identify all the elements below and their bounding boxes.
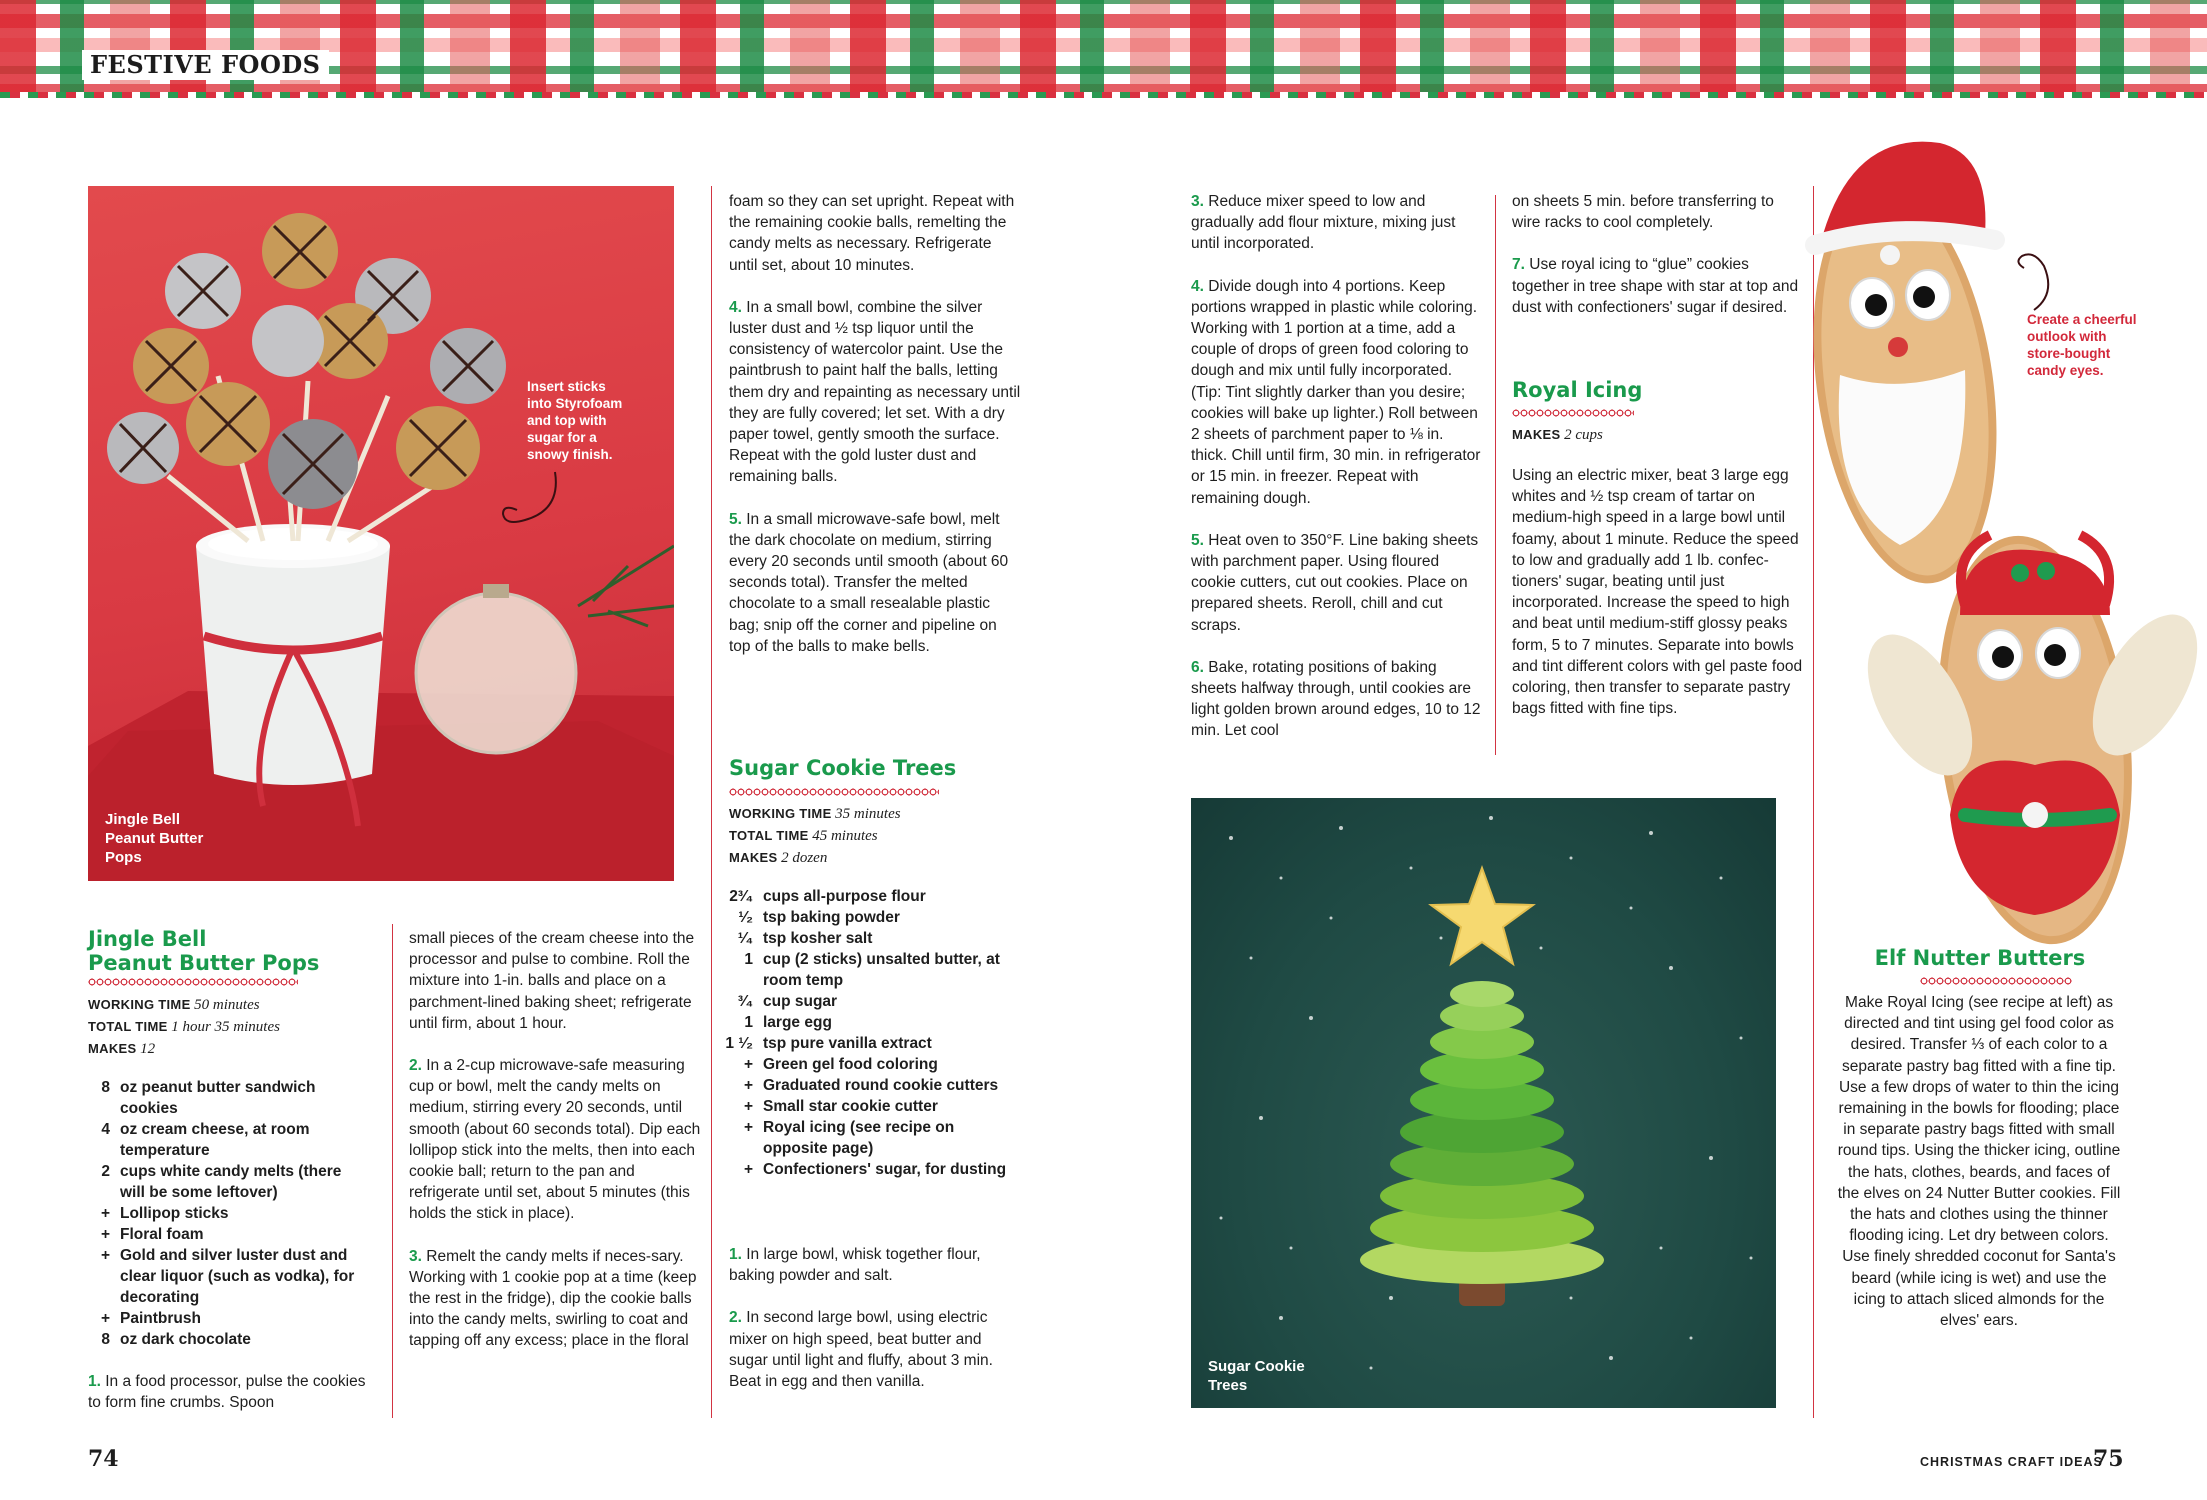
elf-recipe-title: Elf Nutter Butters xyxy=(1874,946,2086,970)
ingredient-row: 2 cups white candy melts (there will be some leftover) xyxy=(101,1163,342,1201)
note-line: outlook with xyxy=(2027,329,2107,344)
trees-step-5: 5. Heat oven to 350°F. Line baking sheets with parchment paper. Using floured cookie cutters, cut out cookies. Place on prepared sheets. Reroll, chill and cut scraps. xyxy=(1191,531,1479,634)
jingle-step-2: 2. In a 2-cup microwave-safe measuring cup or bowl, melt the candy melts on medium, stirring every 20 seconds, until smooth (about 60 seconds total). Dip each lollipop stick into the melts, then into each cookie ball; return to the pan and refrigerate until set, about 5 minutes (this holds the stick in place). xyxy=(409,1057,701,1223)
plaid-header-edge xyxy=(0,92,2207,98)
note-line: candy eyes. xyxy=(2027,363,2104,378)
ingredient-row: + Confectioners' sugar, for dusting xyxy=(743,1161,1007,1178)
trees-step-1: 1. In large bowl, whisk together flour, baking powder and salt. xyxy=(729,1246,981,1285)
elf-cookies-illustration xyxy=(1790,125,2207,1005)
jingle-recipe-title xyxy=(88,927,408,975)
ingredient-row: ³⁄₄ cup sugar xyxy=(737,993,838,1010)
note-line: Create a cheerful xyxy=(2027,312,2137,327)
trees-title-divider xyxy=(729,787,939,797)
note-line: snowy finish. xyxy=(527,447,613,462)
title-line: Peanut Butter Pops xyxy=(88,951,320,975)
trees-step-6: 6. Bake, rotating positions of baking sheets halfway through, until cookies are light golden brown around edges, 10 to 12 min. Let cool xyxy=(1191,658,1481,740)
ingredient-row: 1 ¹⁄₂ tsp pure vanilla extract xyxy=(725,1035,932,1052)
note-line: store-bought xyxy=(2027,346,2111,361)
jingle-meta xyxy=(88,994,280,1060)
page-number-left: 74 xyxy=(88,1446,119,1472)
jingle-step-4: 4. In a small bowl, combine the silver luster dust and ½ tsp liquor until the consistency of watercolor paint. Use the paintbrush to paint half the balls, letting them dry and repainting as necessary until they are fully covered; let set. With a dry paper towel, gently smooth the surface. Repeat with the gold luster dust and remaining balls. xyxy=(729,298,1021,486)
running-footer: CHRISTMAS CRAFT IDEAS xyxy=(1920,1455,2103,1469)
column-rule xyxy=(711,186,712,1418)
trees-steps-1-2 xyxy=(729,1244,1021,1413)
royal-icing-body: Using an electric mixer, beat 3 large egg whites and ½ tsp cream of tartar on medium-high speed in a large bowl until foamy, about 1 minute. Reduce the speed to low and gradually add 1 lb. confec-tioners' sugar, beating until just incorporated. Increase the speed to high and beat until medium-stiff glossy peaks form, 5 to 7 minutes. Separate into bowls and tint different colors with gel paste food coloring, then transfer to separate pastry bags fitted with fine tips. xyxy=(1512,467,1803,718)
royal-title-divider xyxy=(1512,408,1634,418)
ingredient-row: 2³⁄₄ cups all-purpose flour xyxy=(729,888,926,905)
elf-recipe-body: Make Royal Icing (see recipe at left) as directed and tint using gel food color as desired. Transfer ⅓ of each color to a separate pastry bag fitted with a fine tip. Use a few drops of water to thin the icing remaining in the bowls for flooding; place in separate pastry bags fitted with small round tips. Using the thicker icing, outline the hats, clothes, beards, and faces of the elves on 24 Nutter Butter cookies. Fill the hats and clothes using the thinner flooding icing. Let dry between colors. Use finely shredded coconut for Santa's beard (while icing is wet) and use the icing to attach sliced almonds for the elves' ears. xyxy=(1837,994,2121,1330)
royal-icing-title: Royal Icing xyxy=(1512,378,1643,402)
trees-step-4: 4. Divide dough into 4 portions. Keep portions wrapped in plastic while coloring. Working with 1 portion at a time, add a couple of drops of green food coloring to dough and mix until fully incorporated. (Tip: Tint slightly darker than you desire; cookies will bake up lighter.) Roll between 2 sheets of parchment paper to ⅛ in. thick. Chill until firm, 30 min. in refrigerator or 15 min. in freezer. Repeat with remaining dough. xyxy=(1191,277,1481,507)
caption-line: Peanut Butter xyxy=(105,830,204,847)
jingle-ingredients xyxy=(88,1077,358,1350)
jingle-bell-photo xyxy=(88,186,674,881)
jingle-column-2 xyxy=(409,928,701,1373)
caption-line: Sugar Cookie xyxy=(1208,1358,1305,1375)
jingle-step-1: 1. In a food processor, pulse the cookies to form fine crumbs. Spoon xyxy=(88,1373,366,1412)
trees-steps-column-end xyxy=(1512,191,1804,339)
ingredient-row: + Royal icing (see recipe on opposite page) xyxy=(743,1119,955,1157)
tree-photo-caption xyxy=(1208,1357,1305,1395)
section-label: FESTIVE FOODS xyxy=(82,50,329,80)
paragraph: on sheets 5 min. before transferring to wire racks to cool completely. xyxy=(1512,193,1774,232)
paragraph: foam so they can set upright. Repeat with the remaining cookie balls, remelting the candy melts as necessary. Refrigerate until set, about 10 minutes. xyxy=(729,193,1015,274)
note-line: and top with xyxy=(527,413,607,428)
jingle-photo-caption xyxy=(105,810,203,867)
paragraph: small pieces of the cream cheese into the processor and pulse to combine. Roll the mixture into 1-in. balls and place on a parchment-lined baking sheet; refrigerate until firm, about 1 hour. xyxy=(409,930,695,1032)
plaid-header-band xyxy=(0,0,2207,98)
ingredient-row: + Graduated round cookie cutters xyxy=(743,1077,999,1094)
trees-ingredients xyxy=(719,886,1019,1180)
ingredient-row: + Lollipop sticks xyxy=(100,1205,229,1222)
tree-illustration xyxy=(1191,798,1776,1408)
working-time: WORKING TIME 35 minutes xyxy=(729,806,901,822)
total-time: TOTAL TIME 1 hour 35 minutes xyxy=(88,1019,280,1035)
ingredient-row: ¹⁄₂ tsp baking powder xyxy=(738,909,900,926)
jingle-column-3 xyxy=(729,191,1021,678)
page-number-right: 75 xyxy=(2093,1446,2124,1472)
note-line: Insert sticks xyxy=(527,379,606,394)
jingle-title-divider xyxy=(88,977,298,987)
note-line: sugar for a xyxy=(527,430,597,445)
sugar-cookie-tree-photo xyxy=(1191,798,1776,1408)
ingredient-row: + Green gel food coloring xyxy=(743,1056,938,1073)
ingredient-row: + Paintbrush xyxy=(100,1310,201,1327)
elf-title-divider xyxy=(1920,976,2072,986)
ingredient-row: 8 oz peanut butter sandwich cookies xyxy=(101,1079,316,1117)
caption-line: Jingle Bell xyxy=(105,811,181,828)
makes: MAKES 2 dozen xyxy=(729,850,828,866)
trees-step-3: 3. Reduce mixer speed to low and gradually add flour mixture, mixing just until incorporated. xyxy=(1191,193,1456,253)
trees-step-2: 2. In second large bowl, using electric mixer on high speed, beat butter and sugar until light and fluffy, about 3 min. Beat in egg and then vanilla. xyxy=(729,1309,993,1391)
caption-line: Trees xyxy=(1208,1377,1248,1394)
elf-note xyxy=(2027,311,2167,379)
note-line: into Styrofoam xyxy=(527,396,623,411)
jingle-note xyxy=(527,378,657,463)
ingredient-row: 8 oz dark chocolate xyxy=(101,1331,251,1348)
ingredient-row: 1 cup (2 sticks) unsalted butter, at room temp xyxy=(744,951,1000,989)
column-rule xyxy=(1495,195,1496,755)
trees-step-7: 7. Use royal icing to “glue” cookies together in tree shape with star at top and dust with confectioners' sugar if desired. xyxy=(1512,256,1799,316)
makes: MAKES 12 xyxy=(88,1041,156,1057)
ingredient-row: + Floral foam xyxy=(100,1226,204,1243)
title-line: Jingle Bell xyxy=(88,927,207,951)
ingredient-row: + Small star cookie cutter xyxy=(743,1098,938,1115)
caption-line: Pops xyxy=(105,849,142,866)
working-time: WORKING TIME 50 minutes xyxy=(88,997,260,1013)
makes: MAKES 2 cups xyxy=(1512,427,1603,443)
jingle-step-3: 3. Remelt the candy melts if neces-sary. Working with 1 cookie pop at a time (keep the rest in the fridge), dip the cookie balls into the candy melts, swirling to coat and tapping off any excess; place in the floral xyxy=(409,1247,697,1350)
ingredient-row: 1 large egg xyxy=(744,1014,832,1031)
jingle-step-5: 5. In a small microwave-safe bowl, melt the dark chocolate on medium, stirring every 20 seconds until smooth (about 60 seconds total). Transfer the melted chocolate to a small resealable plastic bag; snip off the corner and pipeline on top of the balls to make bells. xyxy=(729,510,1009,655)
total-time: TOTAL TIME 45 minutes xyxy=(729,828,878,844)
trees-meta xyxy=(729,803,901,869)
ingredient-row: + Gold and silver luster dust and clear liquor (such as vodka), for decorating xyxy=(100,1247,355,1306)
column-rule xyxy=(392,924,393,1418)
royal-meta xyxy=(1512,424,1603,446)
jingle-note-arrow-icon xyxy=(495,470,565,534)
trees-steps-3-6 xyxy=(1191,191,1483,763)
trees-recipe-title: Sugar Cookie Trees xyxy=(729,756,957,780)
elf-note-arrow-icon xyxy=(2004,244,2064,314)
ingredient-row: ¹⁄₄ tsp kosher salt xyxy=(737,930,873,947)
jingle-bell-illustration xyxy=(88,186,674,881)
ingredient-row: 4 oz cream cheese, at room temperature xyxy=(101,1121,310,1159)
